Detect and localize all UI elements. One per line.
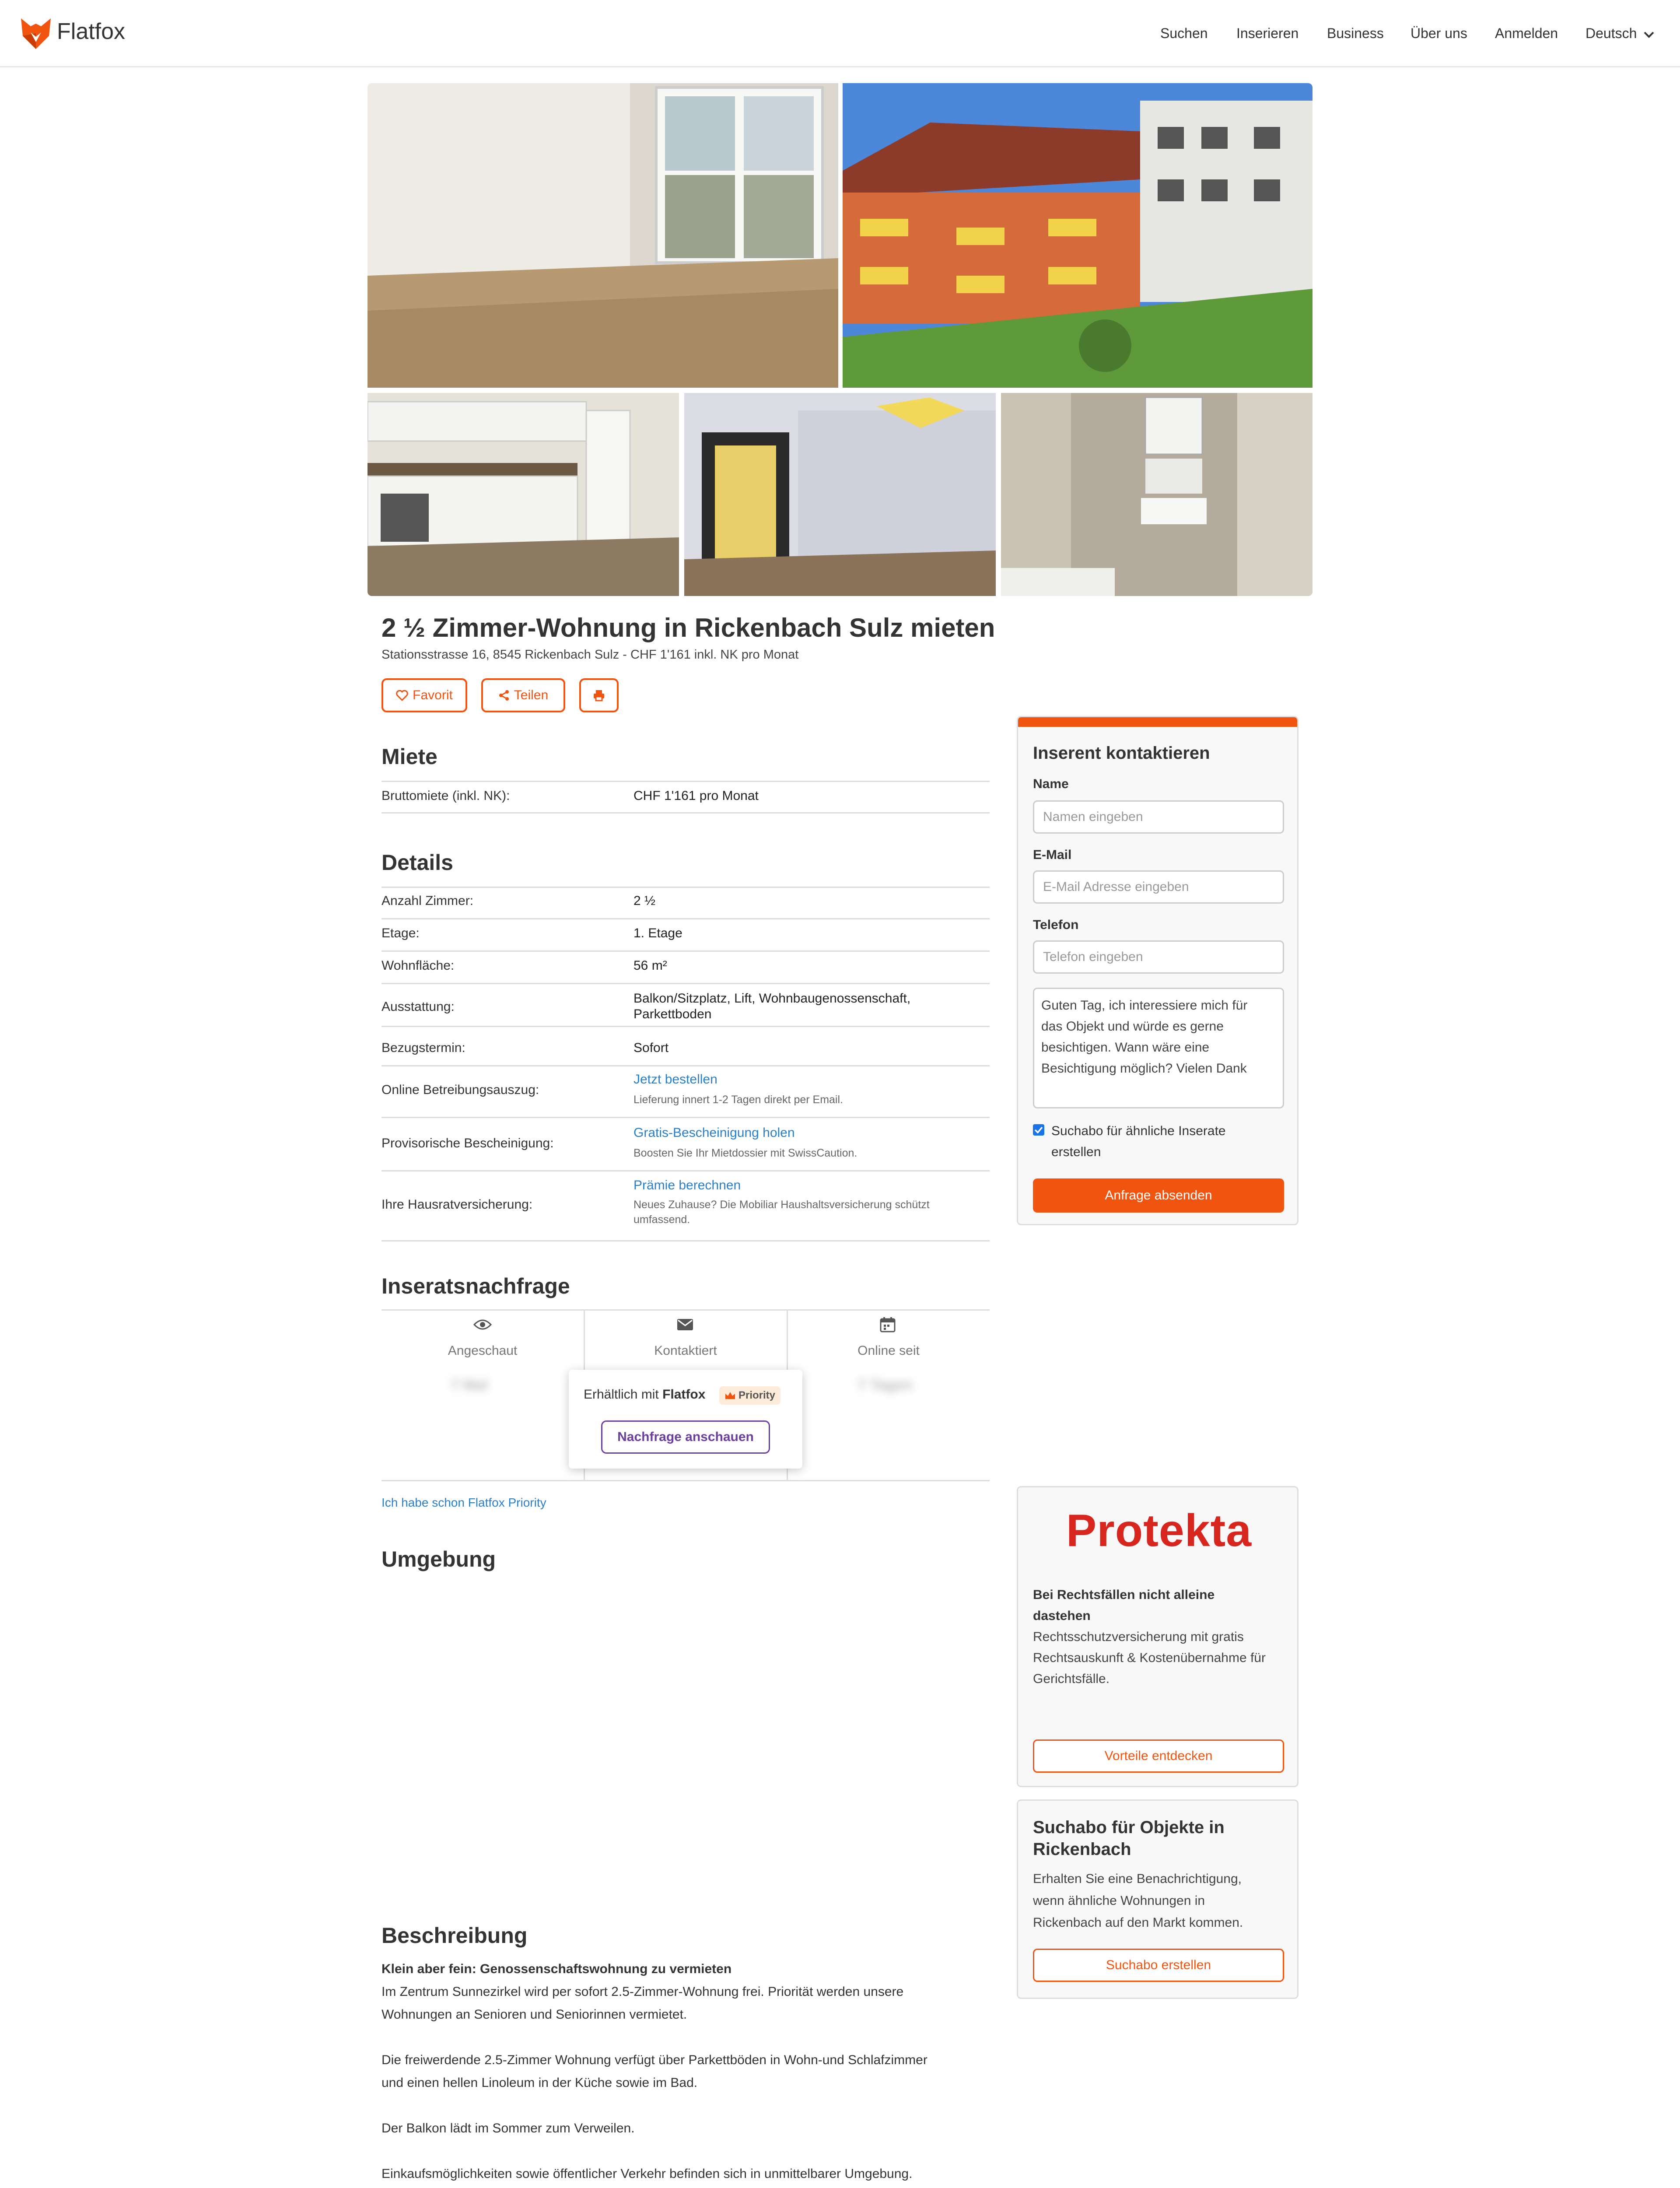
listing-title: 2 ½ Zimmer-Wohnung in Rickenbach Sulz mieten bbox=[382, 613, 995, 642]
photo-living-room[interactable] bbox=[368, 83, 838, 388]
miete-heading: Miete bbox=[382, 744, 438, 769]
email-label: E-Mail bbox=[1033, 848, 1072, 862]
share-button[interactable] bbox=[481, 678, 565, 712]
printer-icon bbox=[593, 689, 605, 701]
card-accent-bar bbox=[1018, 717, 1298, 727]
suchabo-text-line: Rickenbach auf den Markt kommen. bbox=[1033, 1915, 1243, 1930]
description-line: Die freiwerdende 2.5-Zimmer Wohnung verfügt über Parkettböden in Wohn-und Schlafzimmer bbox=[382, 2053, 928, 2067]
stat-label-online-seit: Online seit bbox=[858, 1343, 920, 1358]
listing-subtitle: Stationsstrasse 16, 8545 Rickenbach Sulz - CHF 1'161 inkl. NK pro Monat bbox=[382, 648, 799, 662]
hausrat-link[interactable]: Prämie berechnen bbox=[634, 1178, 741, 1192]
priority-link[interactable]: Ich habe schon Flatfox Priority bbox=[382, 1496, 546, 1509]
priority-badge bbox=[719, 1386, 780, 1405]
email-input[interactable] bbox=[1033, 870, 1284, 904]
ad-text-block bbox=[1033, 1585, 1291, 1690]
divider bbox=[382, 918, 990, 919]
divider bbox=[382, 1117, 990, 1118]
popup-prefix: Erhältlich mit bbox=[584, 1387, 659, 1402]
detail-label: Bezugstermin: bbox=[382, 1041, 466, 1055]
mail-icon bbox=[676, 1318, 694, 1331]
description-text bbox=[382, 1958, 990, 2188]
umgebung-heading: Umgebung bbox=[382, 1547, 496, 1571]
detail-label: Etage: bbox=[382, 926, 420, 940]
protekta-logo: Protekta bbox=[1066, 1505, 1252, 1556]
priority-badge-label: Priority bbox=[738, 1389, 776, 1401]
stat-value-angeschaut: 7 Mal bbox=[451, 1377, 488, 1393]
brand-name[interactable]: Flatfox bbox=[57, 19, 126, 44]
photo-kitchen[interactable] bbox=[368, 393, 679, 596]
detail-note: Lieferung innert 1-2 Tagen direkt per Email. bbox=[634, 1094, 843, 1106]
ad-text-line: Rechtsauskunft & Kostenübernahme für bbox=[1033, 1651, 1266, 1665]
phone-input[interactable] bbox=[1033, 940, 1284, 974]
detail-label: Anzahl Zimmer: bbox=[382, 894, 474, 908]
share-label: Teilen bbox=[514, 688, 549, 702]
detail-value: Sofort bbox=[634, 1041, 669, 1055]
divider bbox=[382, 1170, 990, 1171]
divider bbox=[382, 1026, 990, 1027]
detail-label: Ausstattung: bbox=[382, 999, 455, 1014]
description-line: Einkaufsmöglichkeiten sowie öffentlicher Verkehr befinden sich in unmittelbarer Umgebung. bbox=[382, 2167, 913, 2181]
suchabo-title-line: Suchabo für Objekte in bbox=[1033, 1818, 1225, 1837]
phone-label: Telefon bbox=[1033, 918, 1079, 932]
favorite-label: Favorit bbox=[413, 688, 453, 702]
description-line: Im Zentrum Sunnezirkel wird per sofort 2.5-Zimmer-Wohnung frei. Priorität werden unsere bbox=[382, 1985, 904, 1999]
submit-inquiry-button[interactable]: Anfrage absenden bbox=[1033, 1178, 1284, 1213]
detail-value: 56 m² bbox=[634, 958, 667, 973]
description-line bbox=[382, 2185, 990, 2188]
nav-inserieren[interactable]: Inserieren bbox=[1236, 25, 1299, 41]
detail-value: Balkon/Sitzplatz, Lift, Wohnbaugenossenschaft, Parkettboden bbox=[634, 991, 911, 1021]
message-line: besichtigen. Wann wäre eine bbox=[1041, 1040, 1210, 1055]
miete-value: CHF 1'161 pro Monat bbox=[634, 789, 759, 803]
nav-login[interactable]: Anmelden bbox=[1495, 25, 1558, 41]
suchabo-title-line: Rickenbach bbox=[1033, 1840, 1131, 1859]
crown-icon bbox=[724, 1391, 736, 1400]
divider bbox=[382, 781, 990, 782]
priority-popup bbox=[569, 1370, 802, 1469]
ad-text-line: Gerichtsfälle. bbox=[1033, 1672, 1110, 1686]
stat-value-online-seit: 7 Tagen bbox=[858, 1377, 913, 1393]
favorite-button[interactable] bbox=[382, 678, 467, 712]
detail-label: Provisorische Bescheinigung: bbox=[382, 1136, 554, 1150]
ad-title-line: Bei Rechtsfällen nicht alleine bbox=[1033, 1588, 1215, 1602]
calendar-icon bbox=[879, 1316, 896, 1333]
message-line: das Objekt und würde es gerne bbox=[1041, 1019, 1224, 1034]
message-line: Besichtigung möglich? Vielen Dank bbox=[1041, 1061, 1247, 1076]
suchabo-label-line: Suchabo für ähnliche Inserate bbox=[1051, 1124, 1226, 1138]
message-textarea[interactable] bbox=[1033, 988, 1284, 1108]
details-heading: Details bbox=[382, 850, 453, 875]
divider bbox=[382, 950, 990, 952]
description-line: Der Balkon lädt im Sommer zum Verweilen. bbox=[382, 2121, 635, 2135]
divider bbox=[382, 887, 990, 888]
suchabo-label-line: erstellen bbox=[1051, 1145, 1101, 1159]
nachfrage-anschauen-button[interactable]: Nachfrage anschauen bbox=[601, 1420, 770, 1454]
name-input[interactable] bbox=[1033, 800, 1284, 834]
protekta-ad-card[interactable] bbox=[1017, 1486, 1298, 1787]
divider bbox=[382, 1240, 990, 1241]
detail-label: Wohnfläche: bbox=[382, 958, 455, 973]
nav-business[interactable]: Business bbox=[1327, 25, 1384, 41]
nav-search[interactable]: Suchen bbox=[1160, 25, 1208, 41]
suchabo-text-line: wenn ähnliche Wohnungen in bbox=[1033, 1893, 1205, 1908]
bescheinigung-link[interactable]: Gratis-Bescheinigung holen bbox=[634, 1126, 795, 1140]
eye-icon bbox=[473, 1318, 492, 1331]
name-label: Name bbox=[1033, 777, 1069, 791]
divider bbox=[382, 1065, 990, 1066]
chevron-down-icon bbox=[1643, 31, 1655, 38]
detail-value: 1. Etage bbox=[634, 926, 682, 940]
phone-placeholder: Telefon eingeben bbox=[1043, 950, 1143, 964]
detail-note: Neues Zuhause? Die Mobiliar Haushaltsversicherung schützt umfassend. bbox=[634, 1199, 930, 1226]
suchabo-text-line: Erhalten Sie eine Benachrichtigung, bbox=[1033, 1872, 1242, 1886]
email-placeholder: E-Mail Adresse eingeben bbox=[1043, 880, 1189, 894]
suchabo-text bbox=[1033, 1868, 1243, 1934]
description-line: Wohnungen an Senioren und Seniorinnen vermietet. bbox=[382, 2007, 687, 2022]
heart-icon bbox=[396, 690, 408, 701]
check-icon bbox=[1034, 1126, 1043, 1133]
divider bbox=[382, 983, 990, 984]
miete-label: Bruttomiete (inkl. NK): bbox=[382, 789, 510, 803]
photo-bedroom[interactable] bbox=[684, 393, 996, 596]
stat-label-kontaktiert: Kontaktiert bbox=[654, 1343, 717, 1358]
stat-label-angeschaut: Angeschaut bbox=[448, 1343, 518, 1358]
divider bbox=[382, 1309, 990, 1311]
vorteile-entdecken-button[interactable]: Vorteile entdecken bbox=[1033, 1739, 1284, 1773]
divider bbox=[382, 812, 990, 813]
ad-title-line: dastehen bbox=[1033, 1609, 1091, 1623]
nav-ueber-uns[interactable]: Über uns bbox=[1410, 25, 1467, 41]
message-line: Guten Tag, ich interessiere mich für bbox=[1041, 998, 1248, 1013]
suchabo-title bbox=[1033, 1816, 1225, 1860]
beschreibung-heading: Beschreibung bbox=[382, 1923, 528, 1948]
popup-brand: Flatfox bbox=[662, 1387, 706, 1402]
suchabo-card bbox=[1017, 1799, 1298, 1999]
betreibungsauszug-link[interactable]: Jetzt bestellen bbox=[634, 1072, 718, 1087]
priority-text bbox=[584, 1387, 705, 1402]
contact-heading: Inserent kontaktieren bbox=[1033, 743, 1210, 763]
share-icon bbox=[498, 690, 510, 701]
ad-text-line: Rechtsschutzversicherung mit gratis bbox=[1033, 1630, 1244, 1644]
print-button[interactable] bbox=[579, 678, 619, 712]
language-label: Deutsch bbox=[1586, 25, 1637, 41]
suchabo-checkbox-label bbox=[1051, 1121, 1226, 1163]
detail-note: Boosten Sie Ihr Mietdossier mit SwissCaution. bbox=[634, 1147, 858, 1159]
suchabo-erstellen-button[interactable]: Suchabo erstellen bbox=[1033, 1949, 1284, 1982]
map-area[interactable] bbox=[382, 1584, 990, 1908]
photo-bathroom[interactable] bbox=[1001, 393, 1312, 596]
top-navigation bbox=[0, 0, 1680, 67]
detail-label: Ihre Hausratversicherung: bbox=[382, 1197, 533, 1212]
description-line: und einen hellen Linoleum in der Küche sowie im Bad. bbox=[382, 2076, 698, 2090]
suchabo-checkbox[interactable] bbox=[1033, 1124, 1044, 1136]
language-select[interactable] bbox=[1586, 25, 1655, 42]
nachfrage-heading: Inseratsnachfrage bbox=[382, 1274, 570, 1298]
divider bbox=[382, 1480, 990, 1481]
description-lead: Klein aber fein: Genossenschaftswohnung zu vermieten bbox=[382, 1962, 732, 1976]
detail-value: 2 ½ bbox=[634, 894, 656, 908]
detail-label: Online Betreibungsauszug: bbox=[382, 1083, 539, 1097]
contact-card bbox=[1017, 716, 1298, 1225]
name-placeholder: Namen eingeben bbox=[1043, 810, 1143, 824]
flatfox-logo-icon[interactable] bbox=[19, 17, 52, 51]
photo-building-exterior[interactable] bbox=[843, 83, 1312, 388]
